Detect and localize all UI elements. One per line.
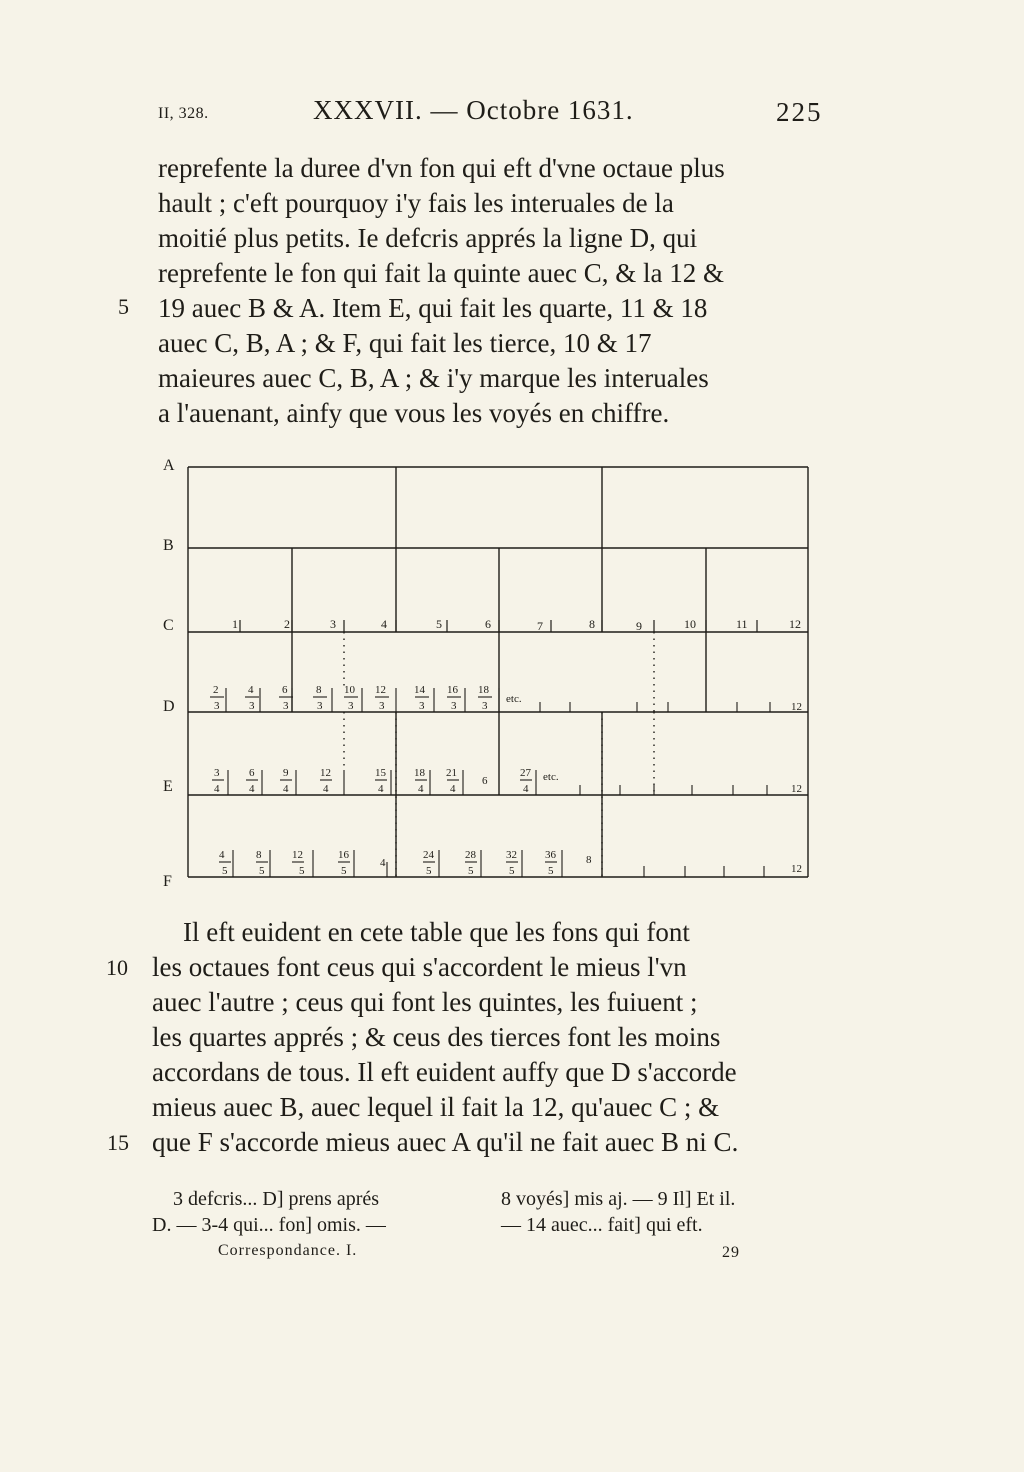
text-line: les quartes apprés ; & ceus des tierces font les moins — [152, 1022, 721, 1052]
e-end-label: 12 — [791, 783, 802, 795]
e-numerator: 6 — [249, 767, 255, 779]
text-line: les octaues font ceus qui s'accordent le mieus l'vn — [152, 952, 687, 982]
d-numerator: 16 — [447, 684, 458, 696]
d-numerator: 6 — [282, 684, 288, 696]
text-line: hault ; c'eft pourquoy i'y fais les interuales de la — [158, 188, 674, 218]
f-denominator: 5 — [468, 865, 474, 877]
c-label: 5 — [436, 617, 442, 631]
row-label-f: F — [163, 873, 172, 890]
f-denominator: 5 — [299, 865, 305, 877]
e-denominator: 4 — [523, 783, 529, 795]
e-numerator: 9 — [283, 767, 289, 779]
d-denominator: 3 — [419, 700, 425, 712]
text-line: maieures auec C, B, A ; & i'y marque les interuales — [158, 363, 709, 393]
row-label-d: D — [163, 698, 175, 715]
running-reference: II, 328. — [158, 105, 209, 122]
row-label-a: A — [163, 457, 175, 474]
f-end-label: 12 — [791, 863, 802, 875]
f-numerator: 4 — [219, 849, 225, 861]
line-number: 15 — [107, 1130, 129, 1155]
d-denominator: 3 — [379, 700, 385, 712]
d-denominator: 3 — [348, 700, 354, 712]
f-denominator: 5 — [426, 865, 432, 877]
row-label-b: B — [163, 537, 174, 554]
e-denominator: 4 — [249, 783, 255, 795]
f-denominator: 5 — [548, 865, 554, 877]
d-denominator: 3 — [214, 700, 220, 712]
c-label: 6 — [485, 617, 491, 631]
text-line: auec C, B, A ; & F, qui fait les tierce, 10 & 17 — [158, 328, 652, 358]
running-title: XXXVII. — Octobre 1631. — [313, 95, 634, 125]
f-numerator: 8 — [586, 854, 592, 866]
text-line: reprefente le fon qui fait la quinte auec C, & la 12 & — [158, 258, 725, 288]
d-etc: etc. — [506, 693, 522, 705]
c-label: 11 — [736, 617, 748, 631]
d-numerator: 12 — [375, 684, 386, 696]
d-denominator: 3 — [451, 700, 457, 712]
d-numerator: 18 — [478, 684, 489, 696]
c-label: 2 — [284, 617, 290, 631]
d-numerator: 8 — [316, 684, 322, 696]
footnote-right-1: 8 voyés] mis aj. — 9 Il] Et il. — [501, 1188, 736, 1210]
text-line: auec l'autre ; ceus qui font les quintes, les fuiuent ; — [152, 987, 698, 1017]
e-etc: etc. — [543, 771, 559, 783]
c-label: 3 — [330, 617, 336, 631]
line-number: 5 — [118, 294, 129, 319]
e-denominator: 4 — [323, 783, 329, 795]
d-denominator: 3 — [482, 700, 488, 712]
signature-mark: Correspondance. I. — [218, 1242, 358, 1259]
c-label: 9 — [636, 619, 642, 633]
page-number: 225 — [776, 97, 823, 127]
f-numerator: 32 — [506, 849, 517, 861]
text-line: 19 auec B & A. Item E, qui fait les quarte, 11 & 18 — [158, 293, 708, 323]
e-denominator: 4 — [214, 783, 220, 795]
text-line: a l'auenant, ainfy que vous les voyés en chiffre. — [158, 398, 670, 428]
f-numerator: 24 — [423, 849, 434, 861]
d-denominator: 3 — [317, 700, 323, 712]
d-numerator: 14 — [414, 684, 425, 696]
c-label: 7 — [537, 619, 543, 633]
e-numerator: 15 — [375, 767, 386, 779]
row-label-c: C — [163, 617, 174, 634]
f-numerator: 28 — [465, 849, 476, 861]
line-number: 10 — [106, 955, 128, 980]
d-numerator: 4 — [248, 684, 254, 696]
e-numerator: 12 — [320, 767, 331, 779]
d-numerator: 2 — [213, 684, 219, 696]
e-numerator: 6 — [482, 775, 488, 787]
e-denominator: 4 — [283, 783, 289, 795]
f-numerator: 4 — [380, 857, 386, 869]
footnote-left-1: 3 defcris... D] prens aprés — [173, 1188, 380, 1210]
row-label-e: E — [163, 778, 173, 795]
d-denominator: 3 — [249, 700, 255, 712]
d-denominator: 3 — [283, 700, 289, 712]
footnote-left-2: D. — 3-4 qui... fon] omis. — — [152, 1214, 386, 1236]
f-denominator: 5 — [509, 865, 515, 877]
f-denominator: 5 — [222, 865, 228, 877]
c-label: 12 — [789, 617, 801, 631]
f-numerator: 8 — [256, 849, 262, 861]
e-numerator: 3 — [214, 767, 220, 779]
text-line: accordans de tous. Il eft euident auffy que D s'accorde — [152, 1057, 737, 1087]
text-line: mieus auec B, auec lequel il fait la 12, qu'auec C ; & — [152, 1092, 720, 1122]
text-line: que F s'accorde mieus auec A qu'il ne fait auec B ni C. — [152, 1127, 739, 1157]
footnote-right-2: — 14 auec... fait] qui eft. — [501, 1214, 703, 1236]
e-denominator: 4 — [378, 783, 384, 795]
f-denominator: 5 — [259, 865, 265, 877]
text-line: Il eft euident en cete table que les fons qui font — [183, 917, 690, 947]
d-end-label: 12 — [791, 701, 802, 713]
e-numerator: 21 — [446, 767, 457, 779]
text-line: reprefente la duree d'vn fon qui eft d'vne octaue plus — [158, 153, 725, 183]
f-numerator: 16 — [338, 849, 349, 861]
e-denominator: 4 — [418, 783, 424, 795]
text-line: moitié plus petits. Ie defcris apprés la ligne D, qui — [158, 223, 698, 253]
d-numerator: 10 — [344, 684, 355, 696]
f-numerator: 36 — [545, 849, 556, 861]
f-denominator: 5 — [341, 865, 347, 877]
f-numerator: 12 — [292, 849, 303, 861]
c-label: 4 — [381, 617, 387, 631]
e-denominator: 4 — [450, 783, 456, 795]
e-numerator: 27 — [520, 767, 531, 779]
c-label: 1 — [232, 617, 238, 631]
signature-number: 29 — [722, 1244, 740, 1261]
c-label: 8 — [589, 617, 595, 631]
c-label: 10 — [684, 617, 696, 631]
e-numerator: 18 — [414, 767, 425, 779]
